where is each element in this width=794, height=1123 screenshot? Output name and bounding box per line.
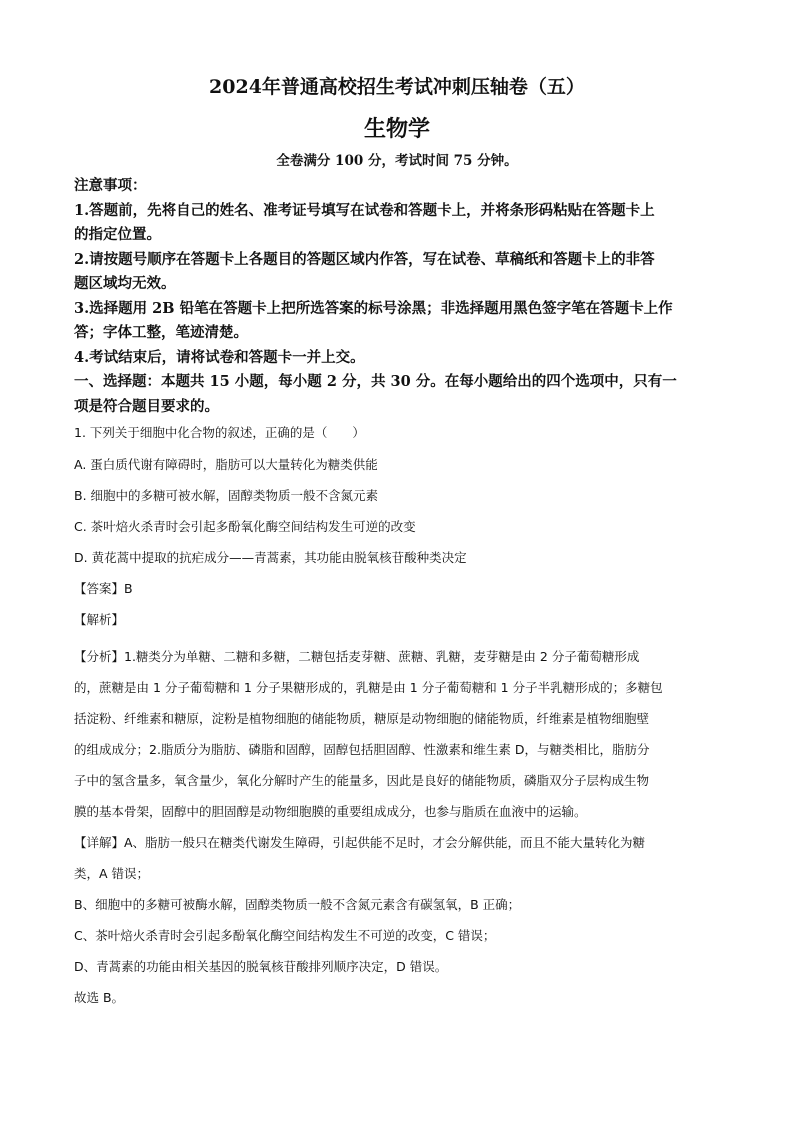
notice-item-4: 4.考试结束后，请将试卷和答题卡一并上交。 [74,349,365,366]
subject-title: 生物学 [363,116,430,142]
analysis-line: 【分析】1.糖类分为单糖、二糖和多糖，二糖包括麦芽糖、蔗糖、乳糖，麦芽糖是由 2 分子葡萄糖形成 [74,649,640,664]
detail-block [74,827,724,1013]
score-time-note: 全卷满分 100 分，考试时间 75 分钟。 [276,153,518,169]
analysis-block [74,641,724,827]
section-heading-line-2: 项是符合题目要求的。 [74,398,219,415]
section-heading-line-1: 一、选择题：本题共 15 小题，每小题 2 分，共 30 分。在每小题给出的四个选项中，只有一 [74,373,677,390]
notice-item-2-line-1: 2.请按题号顺序在答题卡上各题目的答题区域内作答，写在试卷、草稿纸和答题卡上的非答 [74,251,655,268]
analysis-line: 子中的氢含量多，氧含量少，氧化分解时产生的能量多，因此是良好的储能物质，磷脂双分子层构成生物 [74,773,650,788]
exam-title: 2024年普通高校招生考试冲刺压轴卷（五） [209,76,585,98]
option-c: C. 茶叶焙火杀青时会引起多酚氧化酶空间结构发生可逆的改变 [74,519,416,534]
notice-item-3-line-2: 答；字体工整，笔迹清楚。 [74,324,248,341]
notice-item-2-line-2: 题区域均无效。 [74,275,176,292]
detail-line: D、青蒿素的功能由相关基因的脱氧核苷酸排列顺序决定，D 错误。 [74,959,448,974]
notice-item-1-line-2: 的指定位置。 [74,226,161,243]
option-a: A. 蛋白质代谢有障碍时，脂肪可以大量转化为糖类供能 [74,457,378,472]
notice-item-1-line-1: 1.答题前，先将自己的姓名、准考证号填写在试卷和答题卡上，并将条形码粘贴在答题卡上 [74,202,655,219]
analysis-line: 的，蔗糖是由 1 分子葡萄糖和 1 分子果糖形成的，乳糖是由 1 分子葡萄糖和 1 分子半乳糖形成的；多糖包 [74,680,663,695]
analysis-line: 括淀粉、纤维素和糖原，淀粉是植物细胞的储能物质，糖原是动物细胞的储能物质，纤维素是植物细胞壁 [74,711,650,726]
option-d: D. 黄花蒿中提取的抗疟成分——青蒿素，其功能由脱氧核苷酸种类决定 [74,550,467,565]
notice-item-3-line-1: 3.选择题用 2B 铅笔在答题卡上把所选答案的标号涂黑；非选择题用黑色签字笔在答题卡上作 [74,300,673,317]
analysis-line: 的组成成分；2.脂质分为脂肪、磷脂和固醇，固醇包括胆固醇、性激素和维生素 D，与糖类相比，脂肪分 [74,742,650,757]
option-b: B. 细胞中的多糖可被水解，固醇类物质一般不含氮元素 [74,488,379,503]
question-stem: 1. 下列关于细胞中化合物的叙述，正确的是（ ） [74,425,365,440]
detail-line: 【详解】A、脂肪一般只在糖类代谢发生障碍，引起供能不足时，才会分解供能，而且不能大量转化为糖 [74,835,646,850]
analysis-label: 【解析】 [74,612,125,627]
analysis-line: 膜的基本骨架，固醇中的胆固醇是动物细胞膜的重要组成成分，也参与脂质在血液中的运输。 [74,804,587,819]
notice-heading: 注意事项： [74,177,147,194]
detail-line: 类，A 错误； [74,866,150,881]
detail-line: B、细胞中的多糖可被酶水解，固醇类物质一般不含氮元素含有碳氢氧，B 正确； [74,897,521,912]
detail-line: 故选 B。 [74,990,125,1005]
answer-line: 【答案】B [74,581,133,596]
detail-line: C、茶叶焙火杀青时会引起多酚氧化酶空间结构发生不可逆的改变，C 错误； [74,928,496,943]
